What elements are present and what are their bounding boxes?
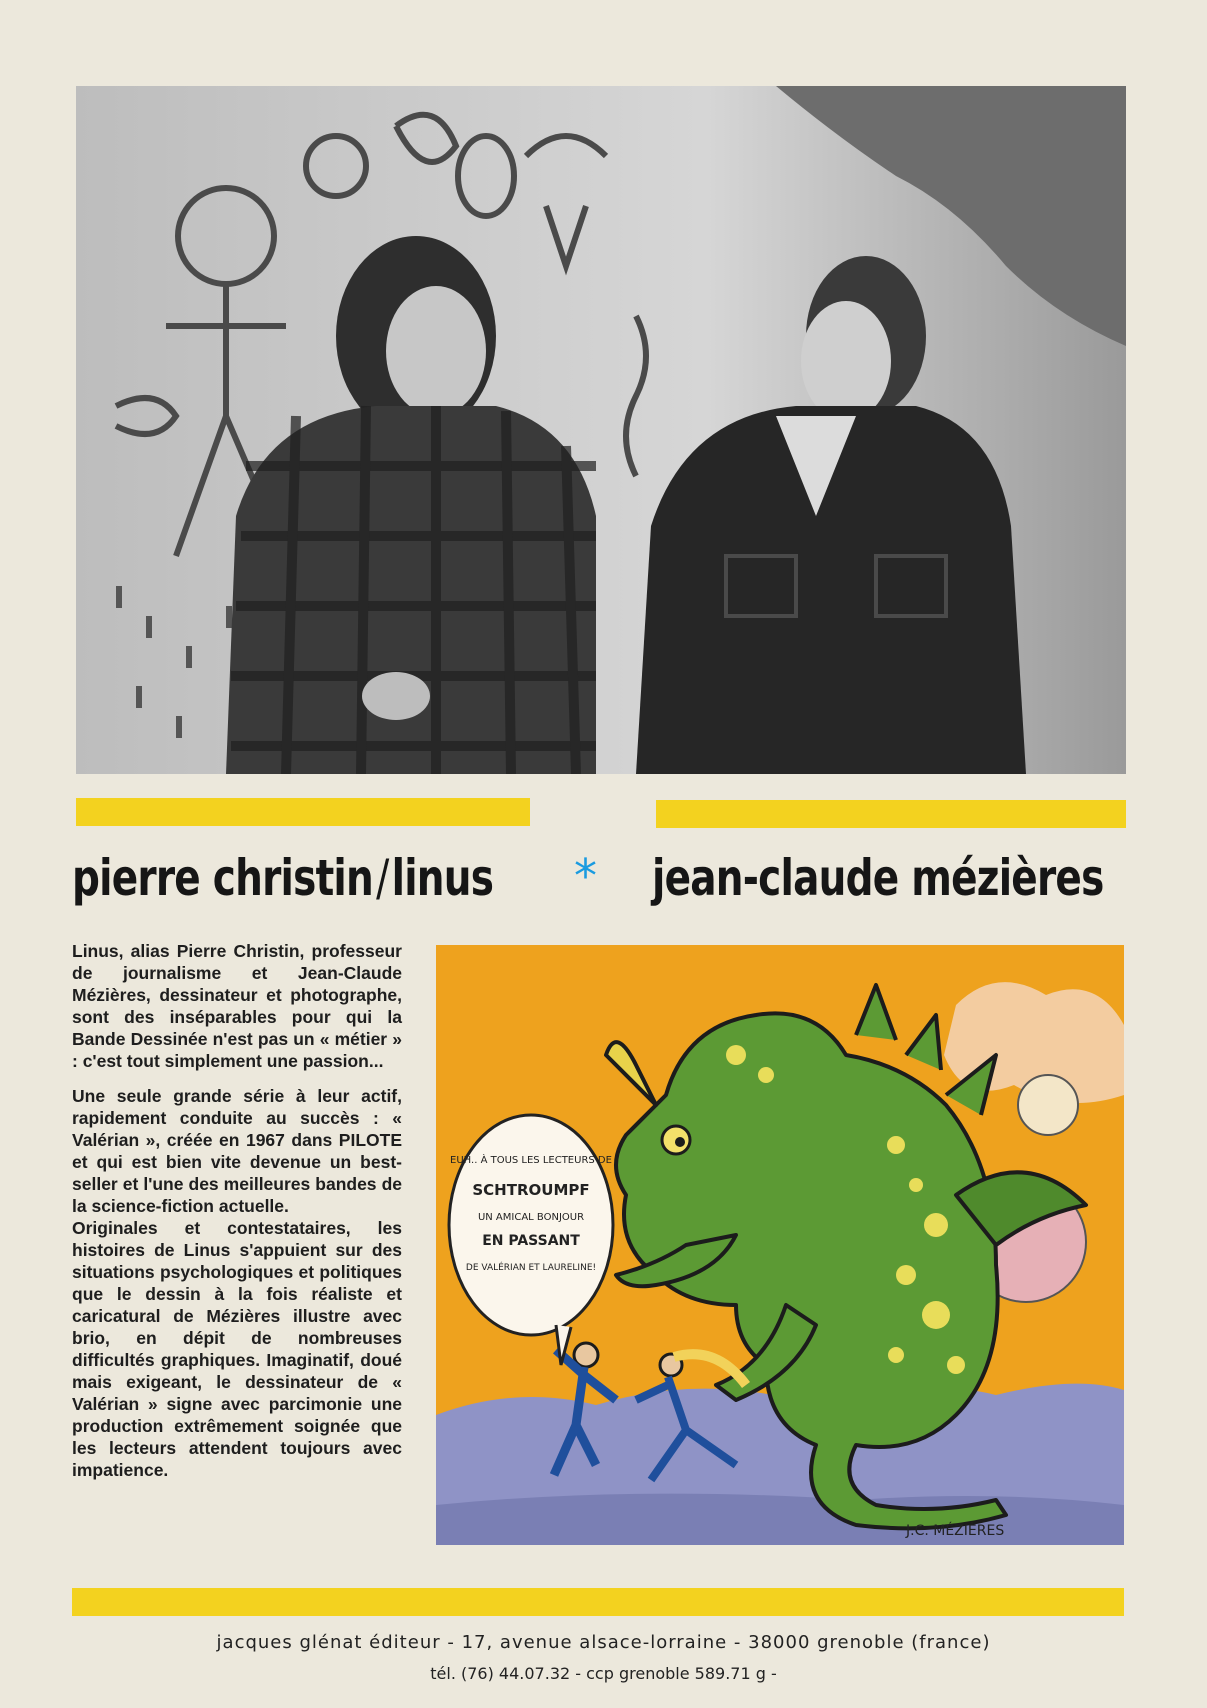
- bio-text: [72, 940, 402, 1494]
- yellow-bar-right: [656, 800, 1126, 828]
- bubble-line-4: EN PASSANT: [482, 1233, 580, 1249]
- yellow-bar-left: [76, 798, 530, 826]
- asterisk-icon: *: [574, 849, 597, 903]
- headline-right: [652, 848, 1104, 908]
- headline-name-christin: pierre christin: [72, 849, 374, 907]
- comic-drawing: [436, 945, 1124, 1545]
- artist-signature: J.C. MÉZIÈRES: [906, 1523, 1005, 1539]
- publisher-contact: tél. (76) 44.07.32 - ccp grenoble 589.71 g -: [430, 1664, 777, 1683]
- bio-paragraph: Linus, alias Pierre Christin, professeur de journalisme et Jean-Claude Mézières, dessinateur et photographe, sont des inséparables pour qui la Bande Dessinée n'est pas un « métier » : c'est tout simplement une passion...: [72, 941, 402, 1071]
- bubble-line-5: DE VALÉRIAN ET LAURELINE!: [465, 1263, 597, 1273]
- photo-authors: [76, 86, 1126, 774]
- bio-paragraph: Originales et contestataires, les histoires de Linus s'appuient sur des situations psychologiques et politiques que le dessin à la fois réaliste et caricatural de Mézières illustre avec brio, en dépit de nombreuses difficultés graphiques. Imaginatif, doué mais exigeant, le dessinateur de « Valérian » signe avec parcimonie une production extrêmement soignée que les lecteurs attendent toujours avec impatience.: [72, 1218, 402, 1480]
- headline-left: [72, 848, 493, 908]
- comic-illustration: [436, 945, 1124, 1545]
- headline-name-mezieres: jean-claude mézières: [652, 849, 1104, 907]
- bubble-line-2: SCHTROUMPF: [472, 1181, 590, 1199]
- publisher-address: jacques glénat éditeur - 17, avenue alsace-lorraine - 38000 grenoble (france): [216, 1632, 991, 1653]
- photo-illustration: [76, 86, 1126, 774]
- yellow-bar-bottom: [72, 1588, 1124, 1616]
- bubble-line-3: UN AMICAL BONJOUR: [477, 1212, 585, 1223]
- headline-separator: /: [376, 849, 389, 907]
- bio-paragraph: Une seule grande série à leur actif, rapidement conduite au succès : « Valérian », créée en 1967 dans PILOTE et qui est bien vite devenue un best-seller et l'une des meilleures bandes de la science-fiction actuelle.: [72, 1086, 402, 1216]
- bubble-line-1: EUH.. À TOUS LES LECTEURS DE: [450, 1155, 612, 1166]
- headline-alias-linus: linus: [391, 849, 494, 907]
